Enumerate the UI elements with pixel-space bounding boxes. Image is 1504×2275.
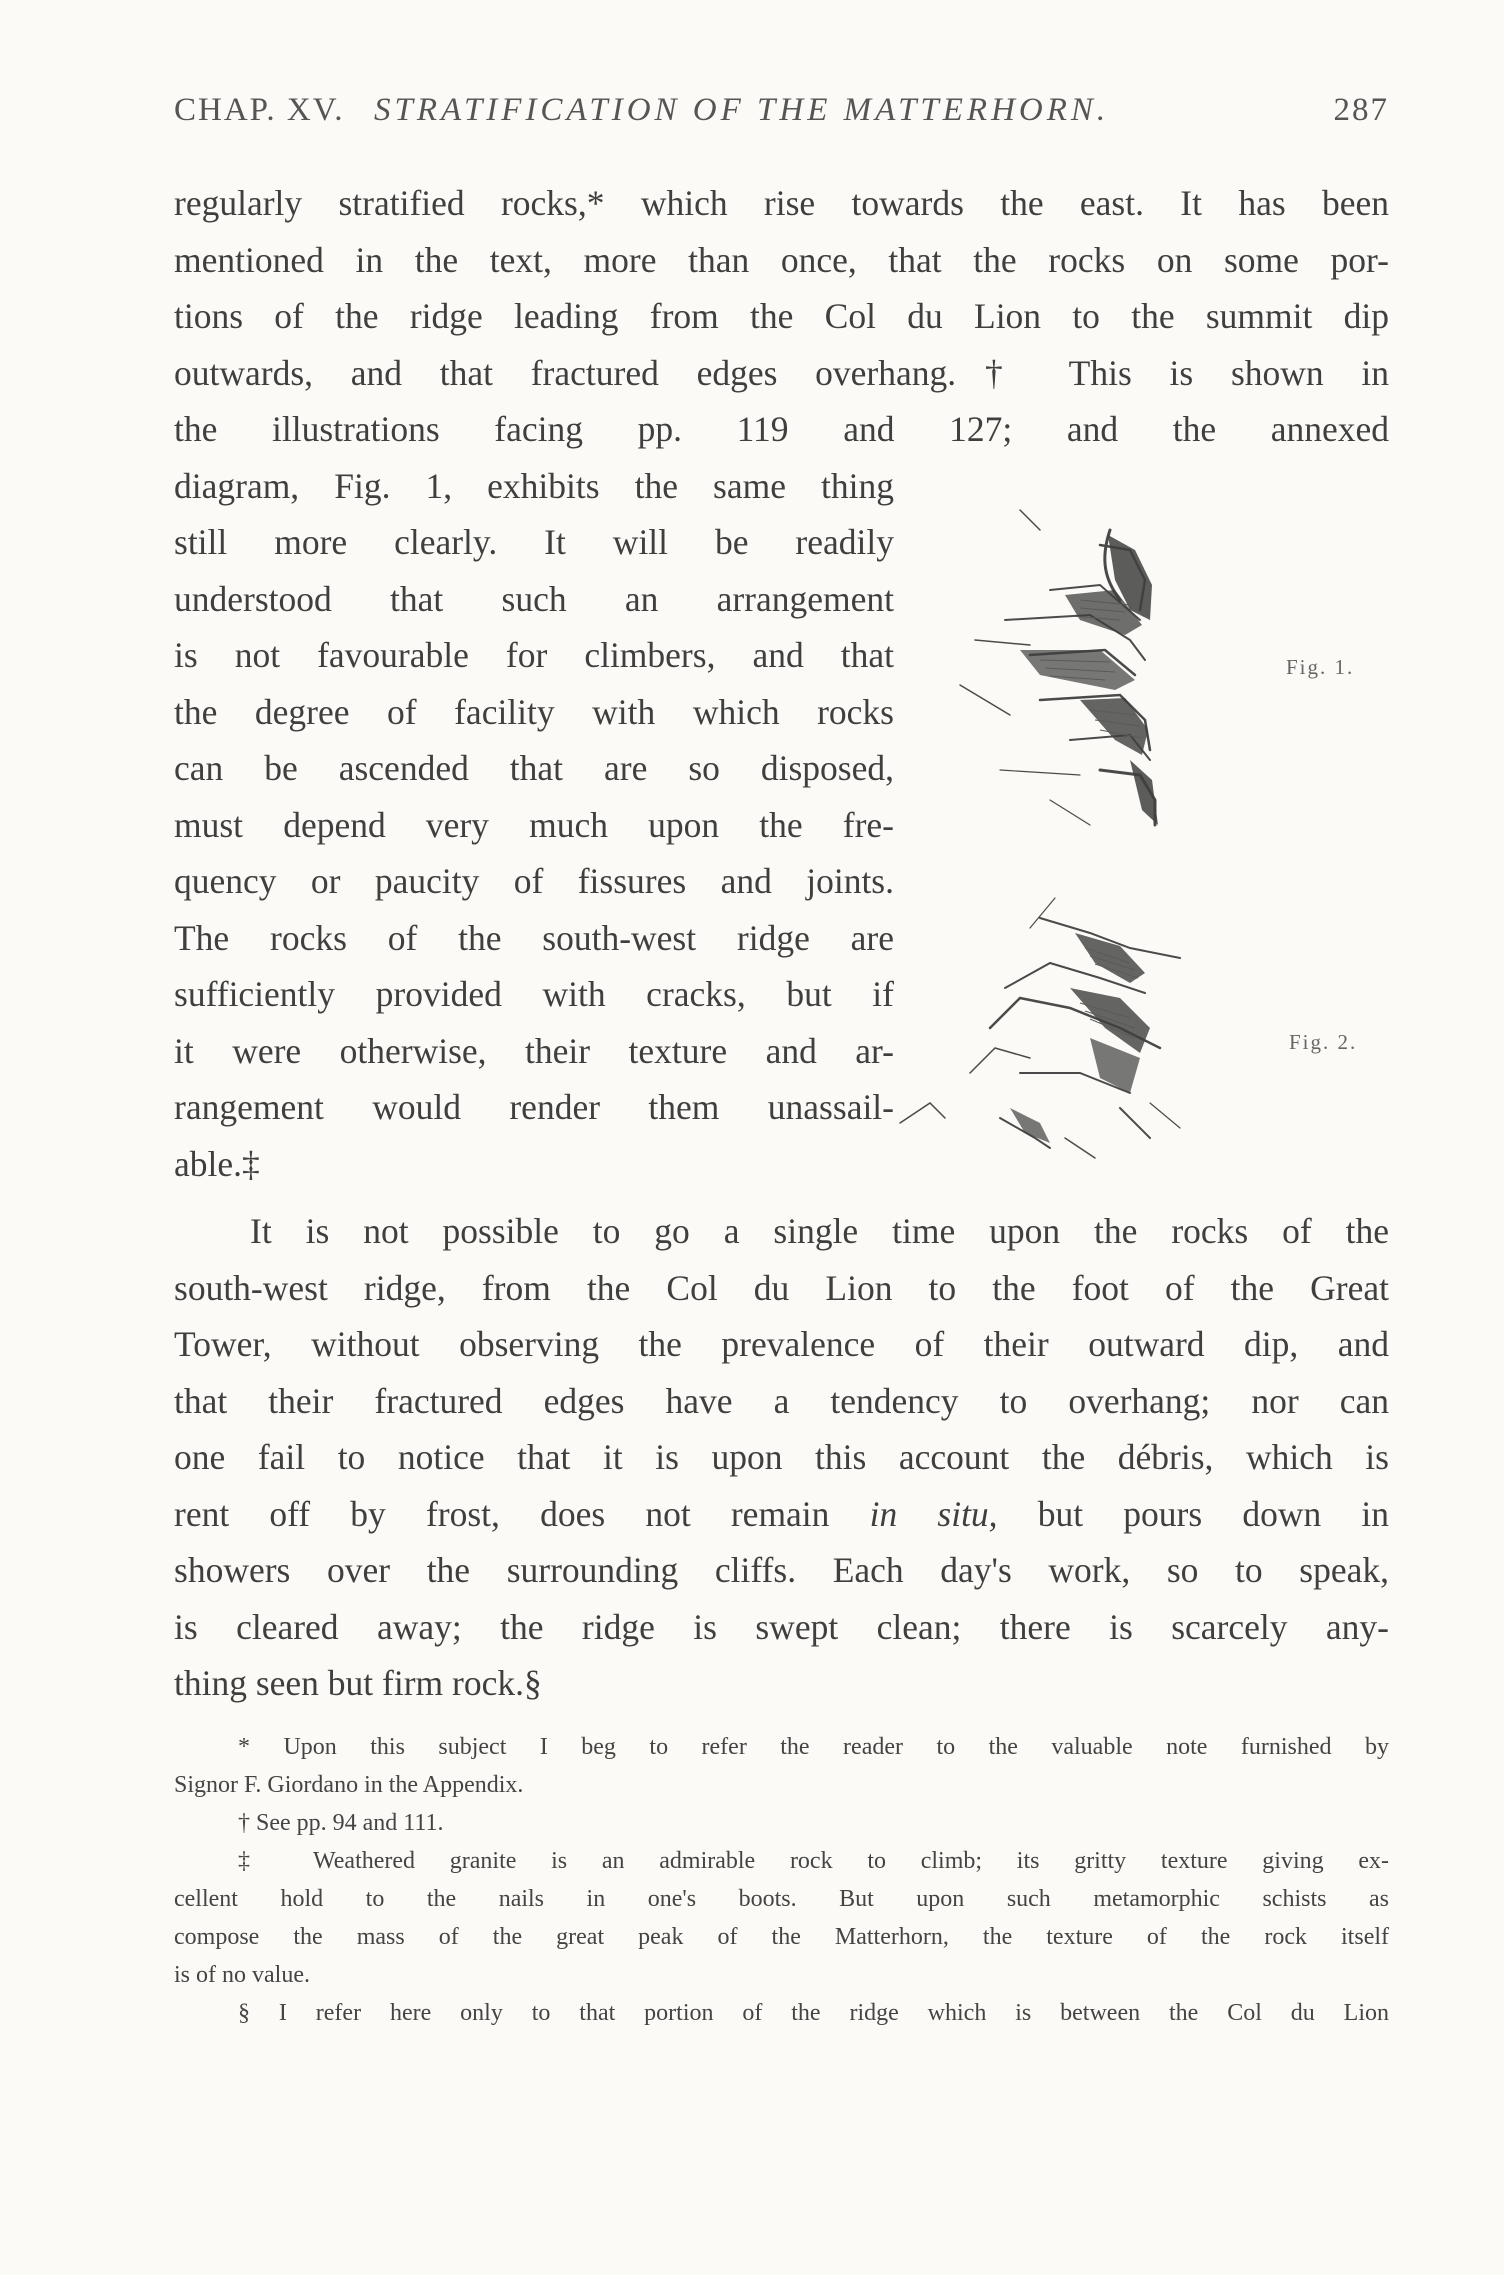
text-line: thing seen but firm rock.§	[174, 1663, 542, 1703]
text-line: mentioned in the text, more than once, that the rocks on some por-	[174, 239, 1389, 280]
page-number: 287	[1333, 92, 1389, 128]
running-title: STRATIFICATION OF THE MATTERHORN.	[374, 92, 1110, 128]
text-line: understood that such an arrangement	[174, 578, 894, 619]
italic-phrase: in situ,	[869, 1493, 998, 1534]
paragraph-2	[174, 1203, 1389, 1712]
text-line: Tower, without observing the prevalence of their outward dip, and	[174, 1324, 1389, 1364]
text-line: diagram, Fig. 1, exhibits the same thing	[174, 465, 894, 506]
text-line: The rocks of the south-west ridge are	[174, 917, 894, 958]
running-head	[174, 92, 1389, 142]
footnotes	[174, 1728, 1389, 2032]
text-line: quency or paucity of fissures and joints.	[174, 861, 894, 901]
footnote-line: * Upon this subject I beg to refer the reader to the valuable note furnished by	[238, 1734, 1389, 1760]
text-line: is not favourable for climbers, and that	[174, 635, 894, 675]
footnote-line: Signor F. Giordano in the Appendix.	[174, 1772, 524, 1798]
text-line: must depend very much upon the fre-	[174, 804, 894, 845]
text-line: showers over the surrounding cliffs. Each day's work, so to speak,	[174, 1550, 1389, 1590]
footnote-1	[174, 1728, 1389, 1804]
text-line: the illustrations facing pp. 119 and 127; and the annexed	[174, 409, 1389, 449]
text-segment: rent off by frost, does not remain	[174, 1493, 870, 1534]
text-line: still more clearly. It will be readily	[174, 522, 894, 562]
footnote-line: is of no value.	[174, 1962, 310, 1988]
text-line: sufficiently provided with cracks, but if	[174, 974, 894, 1014]
text-line: south-west ridge, from the Col du Lion to the foot of the Great	[174, 1267, 1389, 1308]
footnote-line: † See pp. 94 and 111.	[238, 1810, 444, 1836]
text-line: is cleared away; the ridge is swept clean; there is scarcely any-	[174, 1606, 1389, 1647]
footnote-line: compose the mass of the great peak of the Matterhorn, the texture of the rock itself	[174, 1924, 1389, 1950]
text-line: can be ascended that are so disposed,	[174, 748, 894, 788]
text-line: it were otherwise, their texture and ar-	[174, 1030, 894, 1071]
footnote-3	[174, 1842, 1389, 1994]
text-line: the degree of facility with which rocks	[174, 691, 894, 732]
figure-1-label: Fig. 1.	[1286, 655, 1355, 679]
text-line: outwards, and that fractured edges overhang.† This is shown in	[174, 352, 1389, 393]
figure-2-label: Fig. 2.	[1289, 1030, 1358, 1054]
text-line: able.‡	[174, 1143, 260, 1184]
footnote-line: cellent hold to the nails in one's boots. But upon such metamorphic schists as	[174, 1886, 1389, 1912]
footnote-2	[174, 1804, 1389, 1842]
chapter-label: CHAP. XV.	[174, 92, 345, 128]
figure-2-rock-strata	[890, 878, 1270, 1178]
text-line	[174, 1486, 1389, 1543]
figure-1-rock-strata	[930, 490, 1240, 870]
text-segment: but pours down in	[997, 1493, 1390, 1534]
text-line: tions of the ridge leading from the Col du Lion to the summit dip	[174, 296, 1389, 336]
footnote-line: ‡ Weathered granite is an admirable rock to climb; its gritty texture giving ex-	[238, 1848, 1389, 1874]
text-line: regularly stratified rocks,* which rise towards the east. It has been	[174, 183, 1389, 223]
footnote-line: § I refer here only to that portion of the ridge which is between the Col du Lion	[238, 2000, 1389, 2026]
text-line: rangement would render them unassail-	[174, 1087, 894, 1127]
footnote-4	[174, 1994, 1389, 2032]
text-line: It is not possible to go a single time upon the rocks of the	[250, 1211, 1389, 1251]
text-line: one fail to notice that it is upon this account the débris, which is	[174, 1437, 1389, 1477]
text-line: that their fractured edges have a tendency to overhang; nor can	[174, 1380, 1389, 1421]
